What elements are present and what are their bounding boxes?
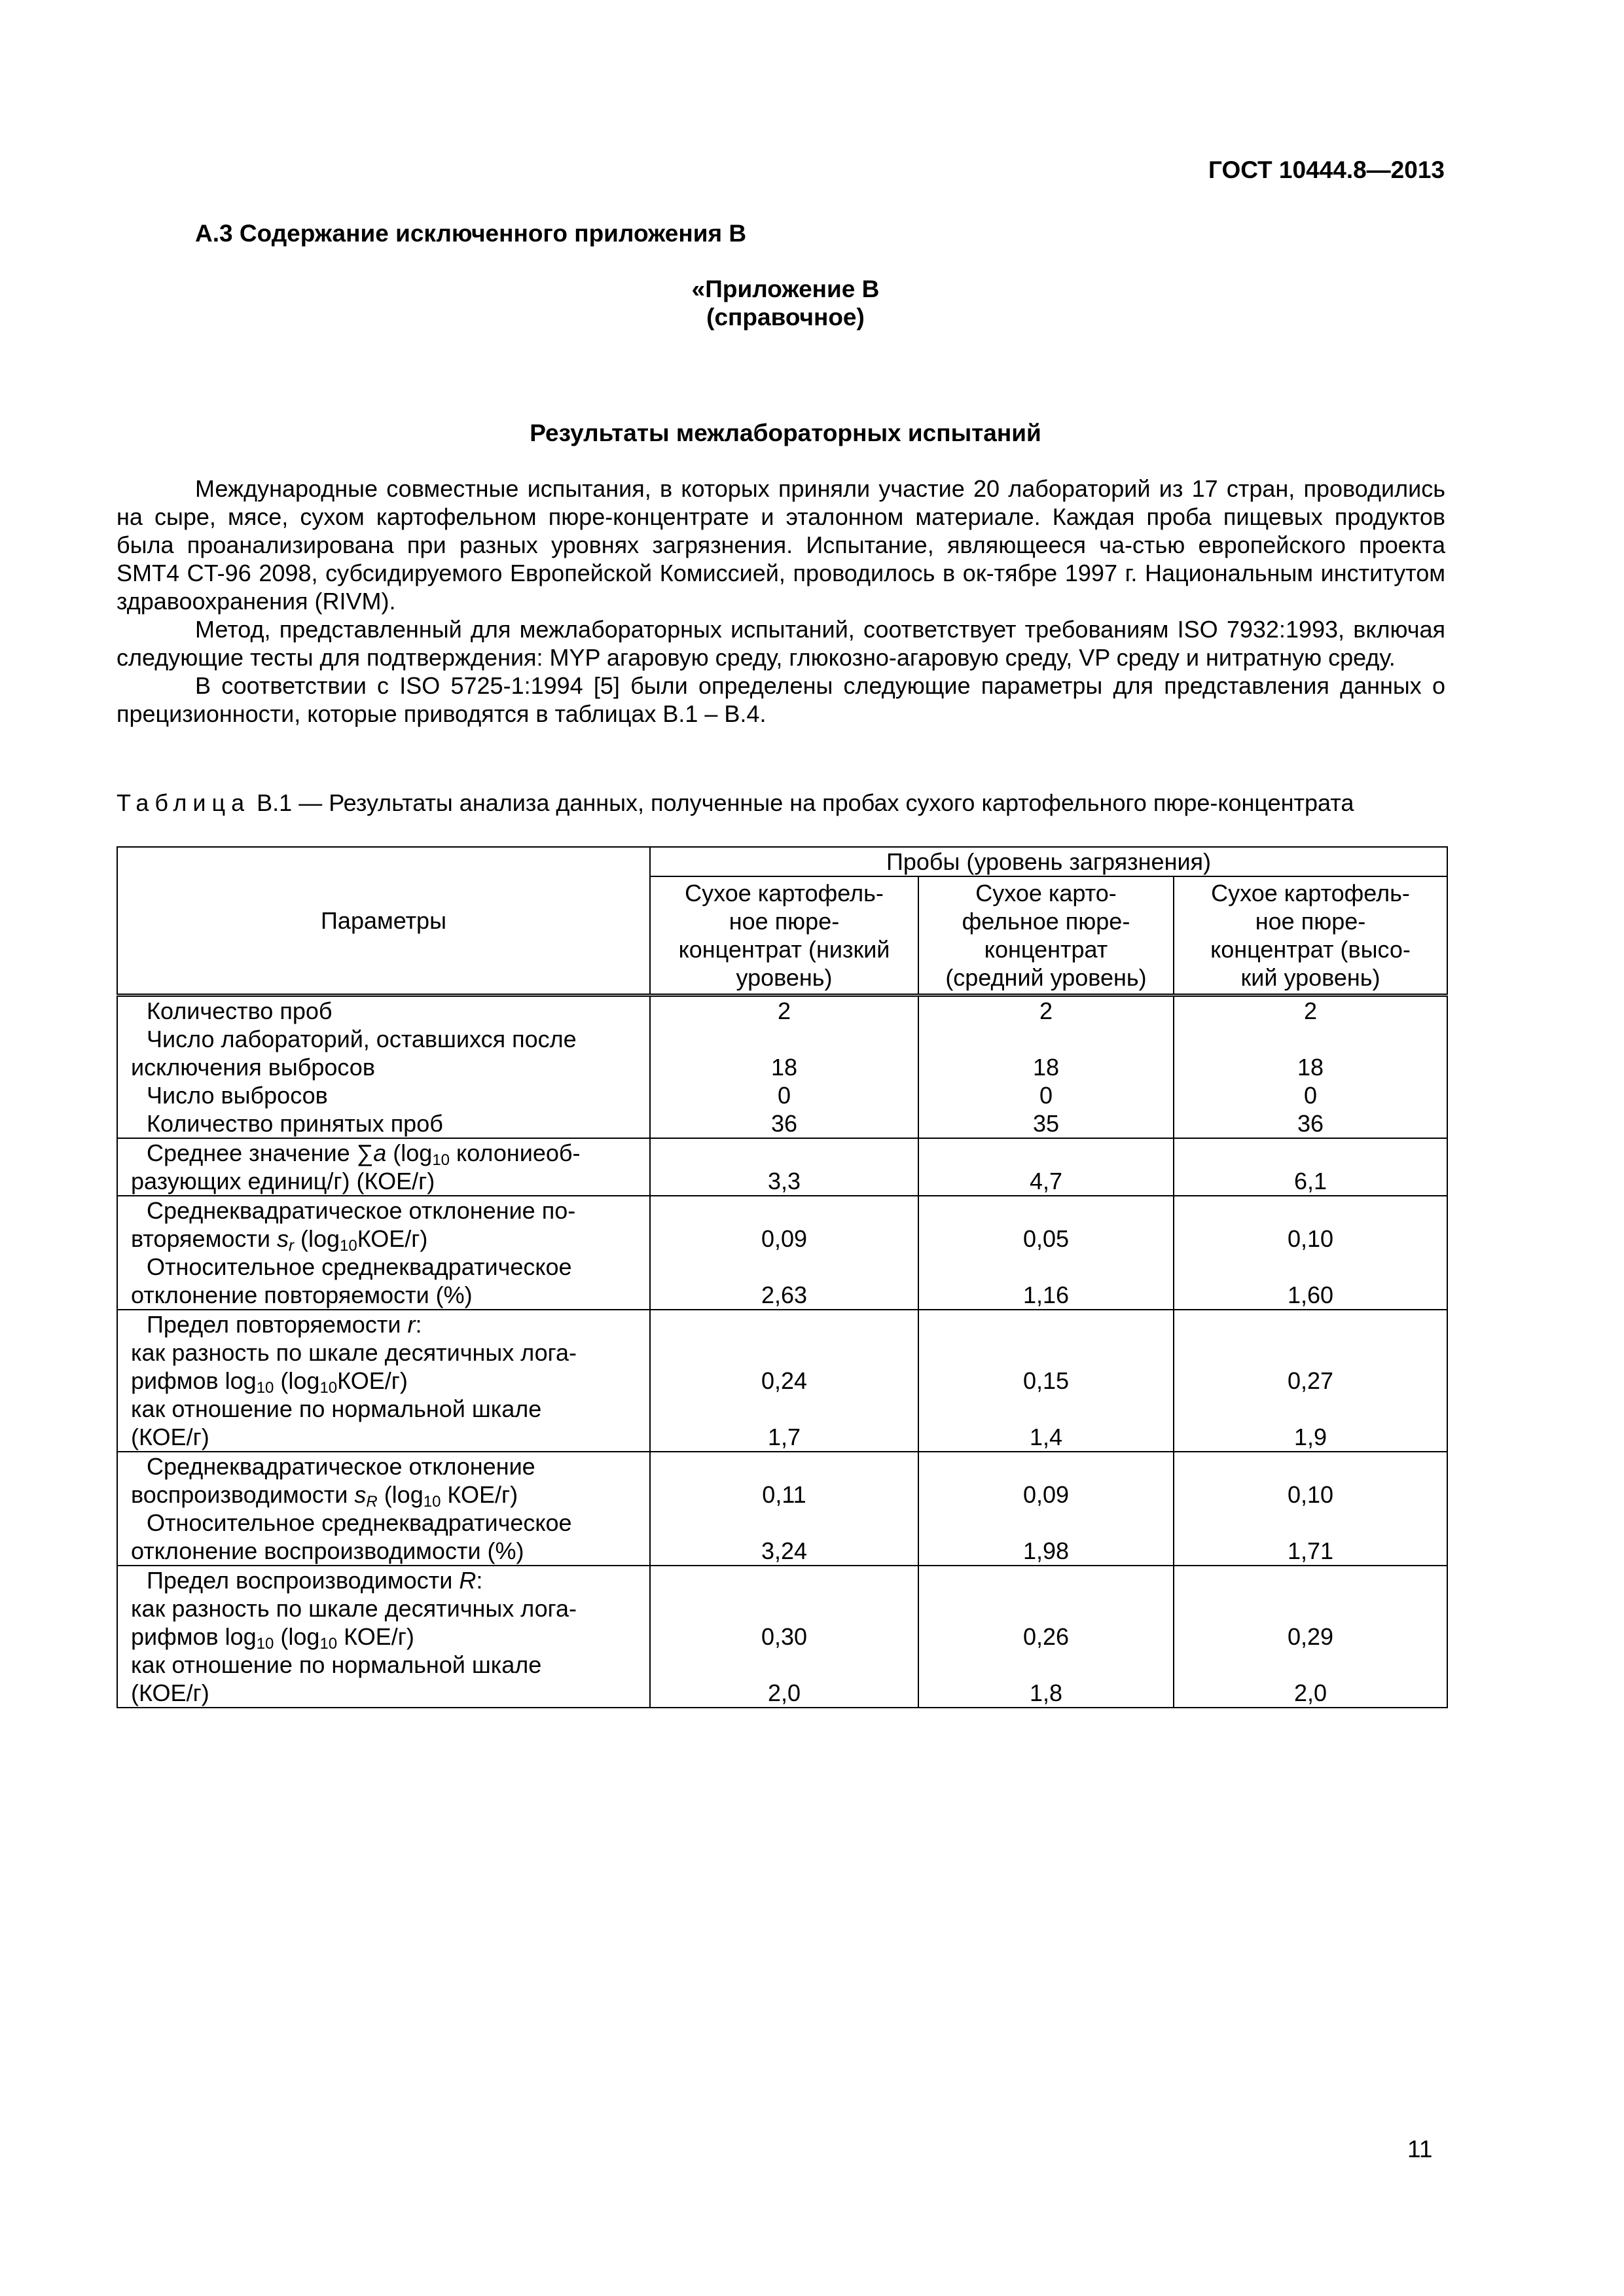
value-cell [918, 1452, 1174, 1566]
value [1174, 1566, 1447, 1594]
table-row [117, 1138, 1447, 1196]
value [1174, 1452, 1447, 1480]
value [919, 1395, 1173, 1423]
value-cell [1174, 1310, 1447, 1452]
value [651, 1566, 918, 1594]
value [1174, 1395, 1447, 1423]
param-header: Параметры [117, 847, 650, 996]
value-cell [1174, 1452, 1447, 1566]
value [1174, 1025, 1447, 1053]
value [651, 1139, 918, 1167]
value [1174, 1651, 1447, 1679]
parameter-cell [117, 996, 650, 1139]
value: 1,4 [1029, 1424, 1063, 1450]
parameter-line: отклонение повторяемости (%) [131, 1282, 473, 1308]
parameter-line: исключения выбросов [131, 1054, 375, 1081]
value-cell [918, 1310, 1174, 1452]
parameter-cell [117, 1452, 650, 1566]
value-cell [650, 1138, 918, 1196]
value: 0,15 [1022, 1367, 1070, 1394]
value: 0 [1039, 1082, 1053, 1109]
value-cell [1174, 996, 1447, 1139]
appendix-title: «Приложение В [691, 276, 880, 302]
parameter-line: Число лабораторий, оставшихся после [147, 1026, 577, 1052]
value-cell [650, 1566, 918, 1708]
parameter-line: рифмов $\log_{10} (\log_{10}$ КОЕ/г) [131, 1623, 414, 1653]
parameter-line: Относительное среднеквадратическое [147, 1509, 572, 1536]
appendix-heading [628, 275, 943, 331]
parameter-line: воспроизводимости $s_R$ ($\log_{10}$ КОЕ/г) [131, 1481, 518, 1511]
header-line: концентрат [984, 936, 1108, 963]
header-line: уровень) [736, 964, 833, 991]
header-line: ное пюре- [1255, 908, 1366, 935]
value [919, 1594, 1173, 1623]
value: 2,0 [767, 1679, 801, 1706]
value: 0,30 [761, 1623, 808, 1650]
value [919, 1025, 1173, 1053]
value: 1,60 [1287, 1282, 1334, 1308]
value [651, 1509, 918, 1537]
table-row [117, 1566, 1447, 1708]
value: 0,26 [1022, 1623, 1070, 1650]
page-number: 11 [1407, 2136, 1433, 2162]
parameter-cell [117, 1310, 650, 1452]
parameter-line: как отношение по нормальной шкале [131, 1395, 542, 1422]
value [919, 1651, 1173, 1679]
value [651, 1025, 918, 1053]
table-body [117, 996, 1447, 1708]
value [1174, 1509, 1447, 1537]
parameter-line: (КОЕ/г) [131, 1679, 209, 1706]
value [651, 1196, 918, 1225]
parameter-line: Относительное среднеквадратическое [147, 1253, 572, 1280]
header-line: ное пюре- [729, 908, 840, 935]
table-row [117, 996, 1447, 1139]
value-cell [650, 1452, 918, 1566]
parameter-cell [117, 1138, 650, 1196]
parameter-line: Предел воспроизводимости R: [147, 1567, 483, 1594]
parameter-line: Среднеквадратическое отклонение [147, 1453, 535, 1480]
column-header-low [650, 876, 918, 996]
column-header-high [1174, 876, 1447, 996]
value [651, 1310, 918, 1338]
value: 1,9 [1293, 1424, 1327, 1450]
value: 18 [1297, 1054, 1324, 1081]
value: 35 [1032, 1110, 1060, 1137]
value [1174, 1310, 1447, 1338]
value: 18 [1032, 1054, 1060, 1081]
table-row [117, 1452, 1447, 1566]
value [919, 1139, 1173, 1167]
parameter-line: рифмов $\log_{10} (\log_{10}КОЕ/г)$ [131, 1367, 408, 1397]
value: 0,10 [1287, 1225, 1334, 1252]
paragraph: В соответствии с ISO 5725-1:1994 [5] были определены следующие параметры для представления данных о прецизионности, которые приводятся в таблицах В.1 – В.4. [117, 672, 1445, 727]
parameter-line: как разность по шкале десятичных лога- [131, 1339, 577, 1366]
value: 1,16 [1022, 1282, 1070, 1308]
value-cell [1174, 1138, 1447, 1196]
table-caption [117, 789, 1445, 817]
document-code: ГОСТ 10444.8—2013 [1208, 156, 1445, 183]
value: 2 [1039, 997, 1053, 1024]
header-line: концентрат (низкий [678, 936, 890, 963]
parameter-line: Среднее значение ∑a ($\log_{10}$ колониеоб- [147, 1139, 581, 1169]
value: 0,10 [1287, 1481, 1334, 1508]
value: 0,29 [1287, 1623, 1334, 1650]
value: 18 [770, 1054, 798, 1081]
header-line: Сухое картофель- [685, 880, 884, 906]
header-line: фельное пюре- [962, 908, 1130, 935]
column-header-medium [918, 876, 1174, 996]
value [651, 1338, 918, 1367]
value-cell [918, 996, 1174, 1139]
value: 0,09 [1022, 1481, 1070, 1508]
header-line: концентрат (высо- [1210, 936, 1411, 963]
value-cell [918, 1196, 1174, 1310]
value: 0,09 [761, 1225, 808, 1252]
table-row [117, 1196, 1447, 1310]
parameter-line: Число выбросов [147, 1082, 328, 1109]
value: 36 [770, 1110, 798, 1137]
value [1174, 1594, 1447, 1623]
value [1174, 1253, 1447, 1281]
value: 4,7 [1029, 1168, 1063, 1194]
value [1174, 1139, 1447, 1167]
parameter-line: Количество проб [147, 997, 333, 1024]
value [651, 1253, 918, 1281]
parameter-line: Среднеквадратическое отклонение по- [147, 1197, 576, 1224]
value: 1,98 [1022, 1537, 1070, 1564]
section-title: А.3 Содержание исключенного приложения В [195, 220, 747, 247]
value [919, 1196, 1173, 1225]
parameter-cell [117, 1566, 650, 1708]
header-line: Сухое карто- [975, 880, 1117, 906]
value-cell [650, 1196, 918, 1310]
value-cell [1174, 1196, 1447, 1310]
paragraph: Метод, представленный для межлабораторных испытаний, соответствует требованиям ISO 7932:1993, включая следующие тесты для подтверждения: MYP агаровую среду, глюкозно-агаровую среду, VP среду и нитратную среду. [117, 616, 1445, 671]
value [651, 1452, 918, 1480]
value [919, 1509, 1173, 1537]
value: 3,24 [761, 1537, 808, 1564]
value-cell [1174, 1566, 1447, 1708]
results-title: Результаты межлабораторных испытаний [530, 420, 1041, 446]
header-line: (средний уровень) [945, 964, 1147, 991]
parameter-line: отклонение воспроизводимости (%) [131, 1537, 524, 1564]
value [919, 1566, 1173, 1594]
value [1174, 1196, 1447, 1225]
value: 0 [1304, 1082, 1318, 1109]
value: 2,0 [1293, 1679, 1327, 1706]
table-caption-text: В.1 — Результаты анализа данных, полученные на пробах сухого картофельного пюре-концентрата [257, 789, 1354, 816]
value: 0 [777, 1082, 791, 1109]
value: 0,27 [1287, 1367, 1334, 1394]
samples-group-header: Пробы (уровень загрязнения) [650, 847, 1447, 876]
parameter-line: как разность по шкале десятичных лога- [131, 1595, 577, 1622]
body-text [117, 475, 1445, 728]
parameter-line: (КОЕ/г) [131, 1424, 209, 1450]
value: 1,7 [767, 1424, 801, 1450]
value: 2 [1304, 997, 1318, 1024]
parameter-cell [117, 1196, 650, 1310]
value: 3,3 [767, 1168, 801, 1194]
value-cell [650, 1310, 918, 1452]
value [919, 1452, 1173, 1480]
paragraph: Международные совместные испытания, в которых приняли участие 20 лабораторий из 17 стран, проводились на сыре, мясе, сухом картофельном пюре-концентрате и эталонном материале. Каждая проба пищевых продуктов была проанализирована при разных уровнях загрязнения. Испытание, являющееся ча-стью европейского проекта SMT4 CT-96 2098, субсидируемого Европейской Комиссией, проводилось в ок-тябре 1997 г. Национальным институтом здравоохранения (RIVM). [117, 475, 1445, 615]
value: 2 [777, 997, 791, 1024]
table-row [117, 1310, 1447, 1452]
value: 0,11 [762, 1481, 806, 1508]
value [651, 1395, 918, 1423]
parameter-line: Количество принятых проб [147, 1110, 443, 1137]
parameter-line: как отношение по нормальной шкале [131, 1651, 542, 1678]
header-line: кий уровень) [1240, 964, 1380, 991]
value [651, 1651, 918, 1679]
parameter-line: Предел повторяемости r: [147, 1311, 422, 1338]
value: 6,1 [1293, 1168, 1327, 1194]
value: 0,05 [1022, 1225, 1070, 1252]
value-cell [650, 996, 918, 1139]
table-caption-label: Таблица [117, 789, 251, 816]
value-cell [918, 1566, 1174, 1708]
results-table [117, 846, 1448, 1708]
appendix-subtitle: (справочное) [706, 304, 865, 331]
value: 36 [1297, 1110, 1324, 1137]
value [919, 1338, 1173, 1367]
value [919, 1253, 1173, 1281]
value [919, 1310, 1173, 1338]
value: 0,24 [761, 1367, 808, 1394]
value-cell [918, 1138, 1174, 1196]
value [651, 1594, 918, 1623]
value: 2,63 [761, 1282, 808, 1308]
results-table-container [117, 846, 1447, 1708]
parameter-line: вторяемости $s_r$ $(\log_{10}КОЕ/г)$ [131, 1225, 428, 1255]
value: 1,8 [1029, 1679, 1063, 1706]
value: 1,71 [1287, 1537, 1334, 1564]
header-line: Сухое картофель- [1211, 880, 1410, 906]
parameter-line: разующих единиц/г) (КОЕ/г) [131, 1168, 435, 1194]
value [1174, 1338, 1447, 1367]
